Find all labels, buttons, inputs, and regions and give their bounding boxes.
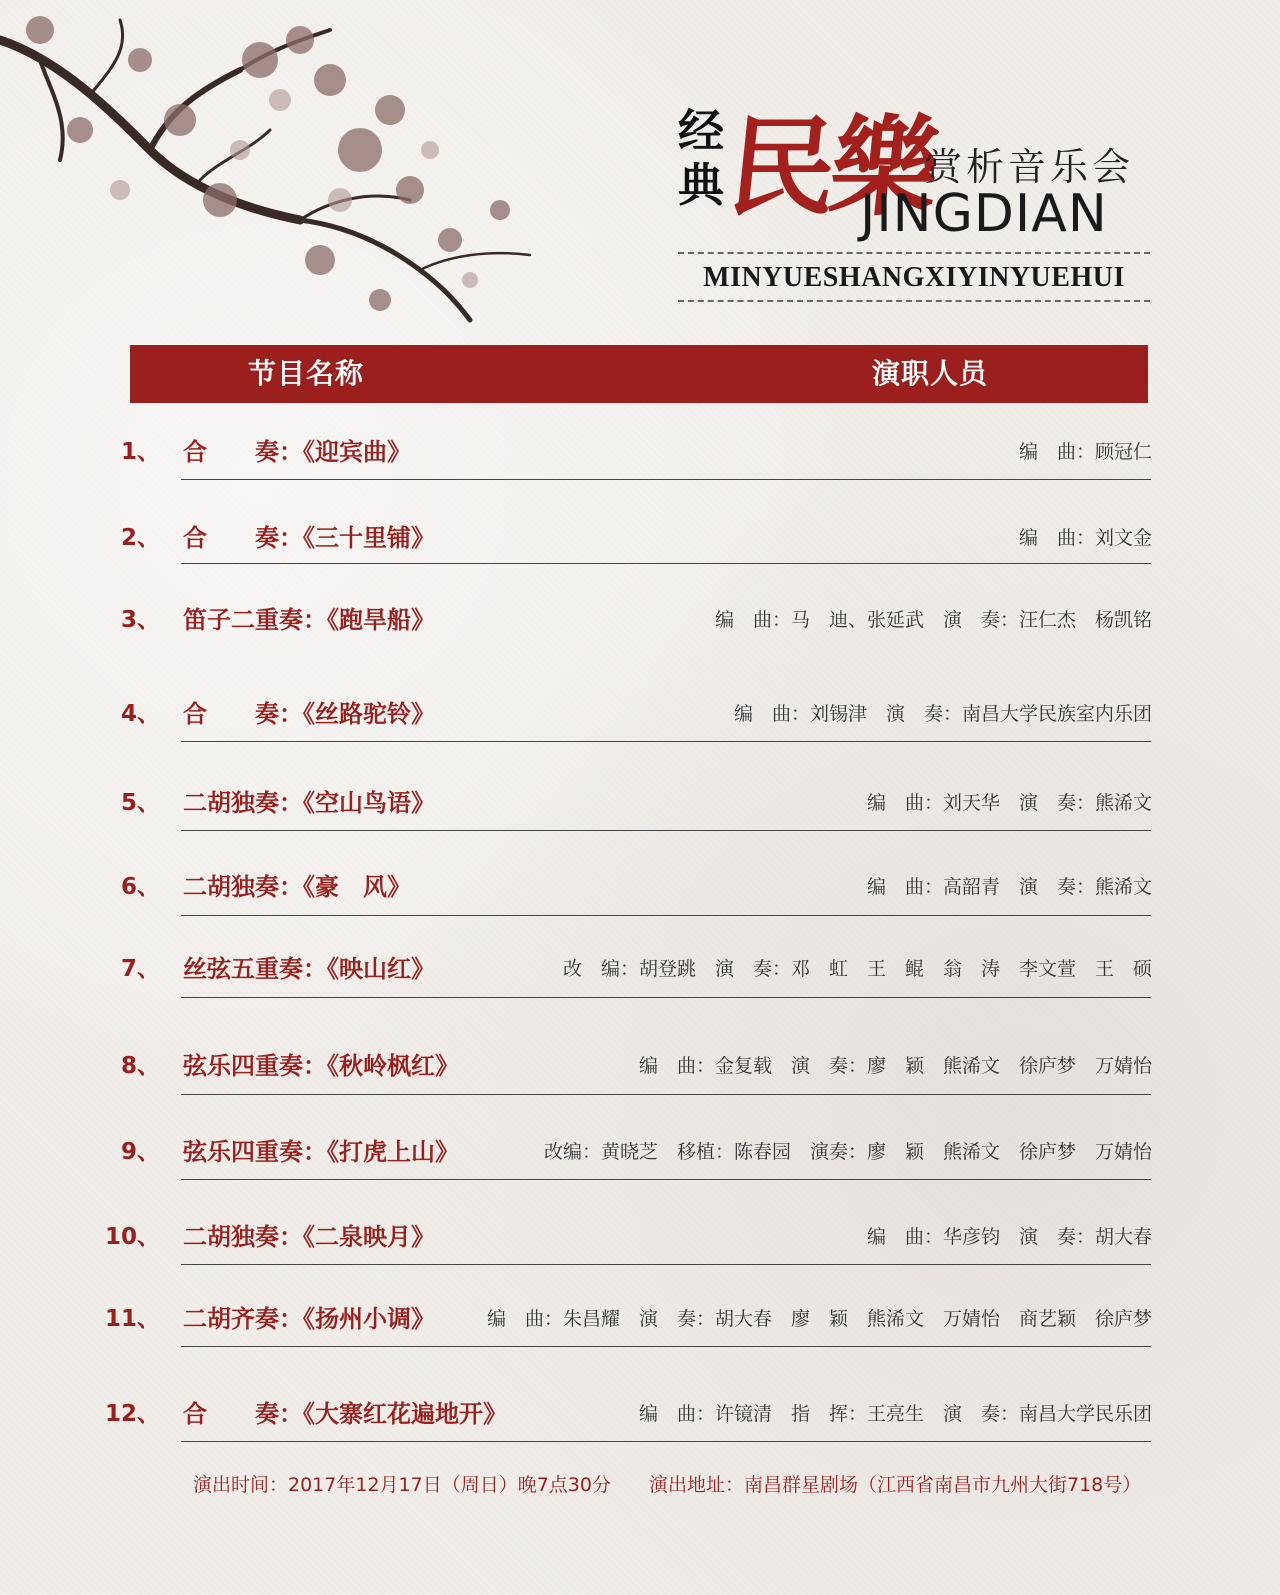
program-credit: 改编：黄晓芝 移植：陈春园 演奏：廖 颖 熊浠文 徐庐梦 万婧怡: [543, 1141, 1152, 1163]
program-piece: 二胡独奏：《空山鸟语》: [183, 789, 435, 817]
program-number: 1、: [120, 439, 160, 465]
program-credit: 改 编：胡登跳 演 奏：邓 虹 王 鲲 翁 涛 李文萱 王 硕: [562, 958, 1152, 980]
program-number: 3、: [120, 607, 160, 633]
program-piece: 合 奏：《三十里铺》: [183, 524, 435, 552]
program-credit: 编 曲：马 迪、张延武 演 奏：汪仁杰 杨凯铭: [714, 609, 1152, 631]
title-pinyin: MINYUESHANGXIYINYUEHUI: [703, 262, 1125, 293]
program-number: 5、: [120, 790, 160, 816]
program-piece: 丝弦五重奏：《映山红》: [183, 955, 435, 983]
program-row: [0, 867, 1280, 907]
program-number: 4、: [120, 701, 160, 727]
program-row: [0, 1217, 1280, 1257]
title-subtitle: 赏析音乐会: [924, 145, 1135, 189]
program-piece: 弦乐四重奏：《打虎上山》: [183, 1138, 459, 1166]
row-divider: [181, 1094, 1151, 1095]
row-divider: [181, 479, 1151, 480]
header-performers: 演职人员: [872, 357, 989, 390]
program-number: 6、: [120, 874, 160, 900]
program-piece: 弦乐四重奏：《秋岭枫红》: [183, 1052, 459, 1080]
program-number: 7、: [120, 956, 160, 982]
row-divider: [181, 830, 1151, 831]
header-program-name: 节目名称: [248, 357, 365, 390]
title-divider-top: [678, 252, 1150, 254]
program-piece: 合 奏：《大寨红花遍地开》: [183, 1400, 507, 1428]
program-header-bar: [130, 345, 1148, 403]
program-piece: 二胡齐奏：《扬州小调》: [183, 1305, 435, 1333]
row-divider: [181, 1441, 1151, 1442]
program-number: 9、: [120, 1139, 160, 1165]
program-credit: 编 曲：高韶青 演 奏：熊浠文: [866, 876, 1152, 898]
program-credit: 编 曲：许镜清 指 挥：王亮生 演 奏：南昌大学民乐团: [638, 1403, 1152, 1425]
program-credit: 编 曲：刘天华 演 奏：熊浠文: [866, 792, 1152, 814]
program-credit: 编 曲：朱昌耀 演 奏：胡大春 廖 颖 熊浠文 万婧怡 商艺颖 徐庐梦: [486, 1308, 1152, 1330]
title-minyue: 民樂: [721, 105, 940, 231]
program-row: [0, 1299, 1280, 1339]
program-credit: 编 曲：刘文金: [1018, 527, 1152, 549]
program-row: [0, 1046, 1280, 1086]
program-row: [0, 694, 1280, 734]
program-piece: 笛子二重奏：《跑旱船》: [183, 606, 435, 634]
program-piece: 二胡独奏：《豪 风》: [183, 873, 411, 901]
program-credit: 编 曲：顾冠仁: [1018, 441, 1152, 463]
program-row: [0, 600, 1280, 640]
program-number: 2、: [120, 525, 160, 551]
program-piece: 合 奏：《丝路驼铃》: [183, 700, 435, 728]
program-piece: 合 奏：《迎宾曲》: [183, 438, 411, 466]
row-divider: [181, 915, 1151, 916]
program-credit: 编 曲：金复载 演 奏：廖 颖 熊浠文 徐庐梦 万婧怡: [638, 1055, 1152, 1077]
program-row: [0, 783, 1280, 823]
row-divider: [181, 563, 1151, 564]
program-credit: 编 曲：华彦钧 演 奏：胡大春: [866, 1226, 1152, 1248]
program-piece: 二胡独奏：《二泉映月》: [183, 1223, 435, 1251]
program-number: 12、: [104, 1401, 160, 1427]
row-divider: [181, 1346, 1151, 1347]
row-divider: [181, 1179, 1151, 1180]
row-divider: [181, 741, 1151, 742]
program-row: [0, 949, 1280, 989]
title-latin: JINGDIAN: [860, 184, 1108, 244]
program-number: 8、: [120, 1053, 160, 1079]
title-divider-bottom: [678, 300, 1150, 302]
row-divider: [181, 1264, 1151, 1265]
event-time: 演出时间：2017年12月17日（周日）晚7点30分: [193, 1474, 611, 1496]
program-credit: 编 曲：刘锡津 演 奏：南昌大学民族室内乐团: [733, 703, 1152, 725]
plum-blossom-illustration: [0, 0, 560, 330]
program-row: [0, 1394, 1280, 1434]
event-info: [193, 1470, 1141, 1500]
event-venue: 演出地址：南昌群星剧场（江西省南昌市九州大街718号）: [649, 1474, 1142, 1496]
row-divider: [181, 997, 1151, 998]
program-number: 11、: [104, 1306, 160, 1332]
program-row: [0, 1132, 1280, 1172]
program-row: [0, 432, 1280, 472]
program-row: [0, 518, 1280, 558]
title-jingdian: 经典: [678, 104, 724, 212]
program-number: 10、: [104, 1224, 160, 1250]
